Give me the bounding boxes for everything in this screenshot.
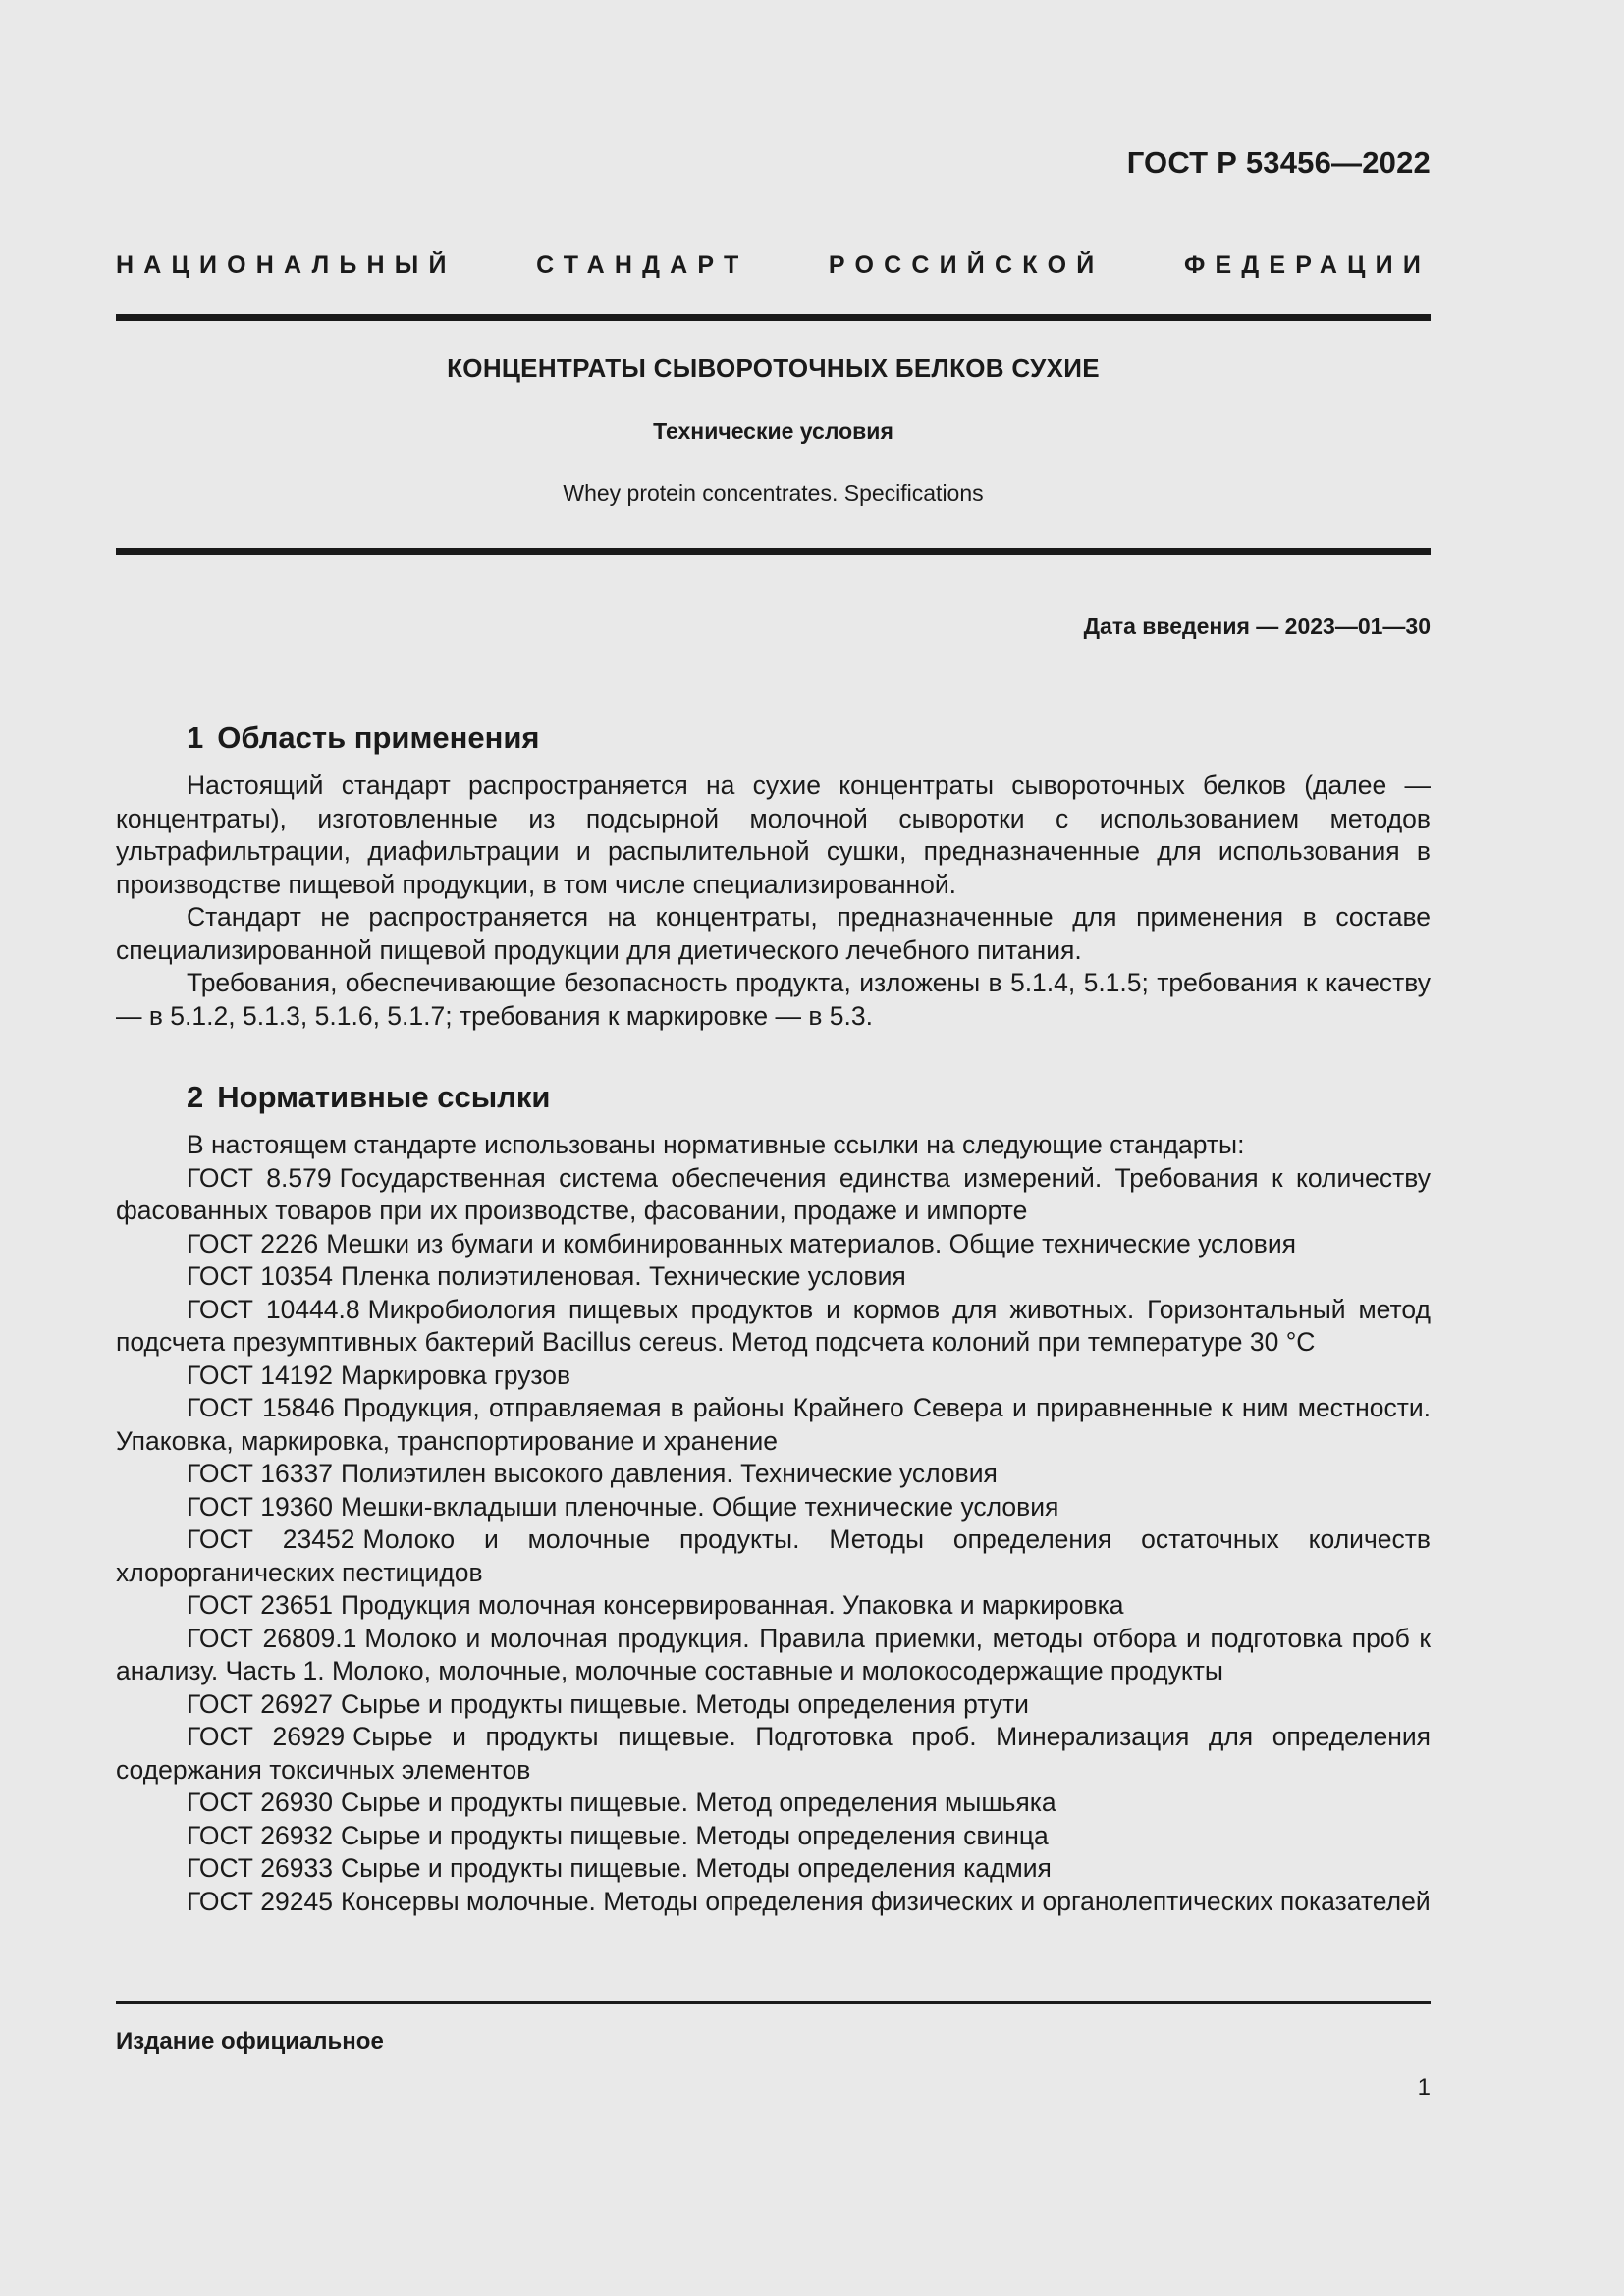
reference-item <box>116 1228 1431 1261</box>
reference-item <box>116 1623 1431 1688</box>
reference-item <box>116 1688 1431 1722</box>
reference-code: ГОСТ 26930 <box>187 1788 333 1817</box>
reference-text: Маркировка грузов <box>340 1360 571 1390</box>
reference-code: ГОСТ 8.579 <box>187 1162 332 1193</box>
reference-text: Консервы молочные. Методы определения физических и органолептических показателей <box>340 1886 1431 1916</box>
reference-item <box>116 1392 1431 1458</box>
introduction-date: Дата введения — 2023—01—30 <box>1083 614 1431 639</box>
reference-code: ГОСТ 19360 <box>187 1491 333 1522</box>
section-number: 1 <box>187 721 204 755</box>
reference-item <box>116 1523 1431 1589</box>
reference-text: Сырье и продукты пищевые. Подготовка проб. Минерализация для определения содержания токсичных элементов <box>116 1722 1431 1785</box>
national-standard-title: НАЦИОНАЛЬНЫЙ СТАНДАРТ РОССИЙСКОЙ ФЕДЕРАЦИИ <box>116 251 1431 279</box>
reference-text: Микробиология пищевых продуктов и кормов для животных. Горизонтальный метод подсчета презумптивных бактерий Bacillus cereus. Метод подсчета колоний при температуре 30 °C <box>116 1294 1431 1357</box>
reference-text: Сырье и продукты пищевые. Метод определения мышьяка <box>340 1788 1056 1817</box>
reference-code: ГОСТ 2226 <box>187 1228 319 1258</box>
paragraph: Настоящий стандарт распространяется на сухие концентраты сывороточных белков (далее — концентраты), изготовленные из подсырной молочной сыворотки с использованием методов ультрафильтрации, диафильтрации и распылительной сушки, предназначенные для использования в производстве пищевой продукции, в том числе специализированной. <box>116 771 1431 899</box>
section-heading <box>187 721 1431 756</box>
reference-item <box>116 1721 1431 1787</box>
reference-item <box>116 1589 1431 1623</box>
reference-text: Государственная система обеспечения единства измерений. Требования к количеству фасованных товаров при их производстве, фасовании, продаже и импорте <box>116 1162 1431 1225</box>
references-list <box>116 1162 1431 1919</box>
reference-text: Сырье и продукты пищевые. Методы определения кадмия <box>340 1853 1052 1883</box>
document-subtitle: Технические условия <box>653 418 893 444</box>
reference-item <box>116 1852 1431 1886</box>
section-heading <box>187 1080 1431 1115</box>
references-intro: В настоящем стандарте использованы нормативные ссылки на следующие стандарты: <box>187 1130 1245 1159</box>
section-scope <box>116 721 1431 1033</box>
reference-item <box>116 1491 1431 1524</box>
reference-code: ГОСТ 26933 <box>187 1853 333 1883</box>
reference-text: Молоко и молочная продукция. Правила приемки, методы отбора и подготовка проб к анализу. Часть 1. Молоко, молочные, молочные составные и молокосодержащие продукты <box>116 1623 1431 1685</box>
top-rule <box>116 314 1431 321</box>
reference-item <box>116 1294 1431 1360</box>
reference-text: Продукция молочная консервированная. Упаковка и маркировка <box>340 1590 1124 1620</box>
reference-item <box>116 1820 1431 1853</box>
reference-item <box>116 1360 1431 1393</box>
reference-item <box>116 1162 1431 1228</box>
section-number: 2 <box>187 1080 204 1114</box>
reference-code: ГОСТ 26932 <box>187 1820 333 1850</box>
document-title: КОНЦЕНТРАТЫ СЫВОРОТОЧНЫХ БЕЛКОВ СУХИЕ <box>447 353 1100 383</box>
document-title-english: Whey protein concentrates. Specifications <box>563 480 984 506</box>
section-title: Нормативные ссылки <box>217 1080 551 1114</box>
reference-code: ГОСТ 16337 <box>187 1459 333 1488</box>
page-number: 1 <box>1417 2074 1431 2101</box>
standard-code: ГОСТ Р 53456—2022 <box>1126 145 1431 180</box>
reference-text: Мешки-вкладыши пленочные. Общие технические условия <box>340 1491 1059 1522</box>
reference-code: ГОСТ 26809.1 <box>187 1623 357 1653</box>
reference-code: ГОСТ 23651 <box>187 1590 333 1620</box>
section-title: Область применения <box>217 721 540 755</box>
official-edition-label: Издание официальное <box>116 2028 384 2055</box>
paragraph: Стандарт не распространяется на концентраты, предназначенные для применения в составе специализированной пищевой продукции для диетического лечебного питания. <box>116 902 1431 965</box>
reference-code: ГОСТ 15846 <box>187 1393 335 1422</box>
reference-item <box>116 1787 1431 1820</box>
reference-text: Молоко и молочные продукты. Методы определения остаточных количеств хлорорганических пестицидов <box>116 1524 1431 1587</box>
reference-item <box>116 1458 1431 1491</box>
footer-rule <box>116 2001 1431 2004</box>
reference-item <box>116 1260 1431 1294</box>
reference-code: ГОСТ 14192 <box>187 1360 333 1390</box>
reference-code: ГОСТ 10444.8 <box>187 1294 360 1324</box>
reference-text: Продукция, отправляемая в районы Крайнего Севера и приравненные к ним местности. Упаковка, маркировка, транспортирование и хранение <box>116 1393 1431 1456</box>
reference-code: ГОСТ 26927 <box>187 1688 333 1719</box>
reference-text: Сырье и продукты пищевые. Методы определения свинца <box>340 1820 1049 1850</box>
reference-code: ГОСТ 10354 <box>187 1261 333 1291</box>
reference-code: ГОСТ 23452 <box>187 1524 355 1554</box>
reference-code: ГОСТ 26929 <box>187 1722 346 1751</box>
reference-text: Пленка полиэтиленовая. Технические условия <box>340 1261 906 1291</box>
reference-text: Полиэтилен высокого давления. Технические условия <box>340 1459 998 1488</box>
reference-item <box>116 1886 1431 1919</box>
section-normative-references <box>116 1080 1431 1918</box>
reference-text: Мешки из бумаги и комбинированных материалов. Общие технические условия <box>326 1228 1297 1258</box>
paragraph: Требования, обеспечивающие безопасность продукта, изложены в 5.1.4, 5.1.5; требования к качеству — в 5.1.2, 5.1.3, 5.1.6, 5.1.7; требования к маркировке — в 5.3. <box>116 968 1431 1031</box>
reference-text: Сырье и продукты пищевые. Методы определения ртути <box>340 1688 1029 1719</box>
reference-code: ГОСТ 29245 <box>187 1886 333 1916</box>
title-rule <box>116 548 1431 555</box>
